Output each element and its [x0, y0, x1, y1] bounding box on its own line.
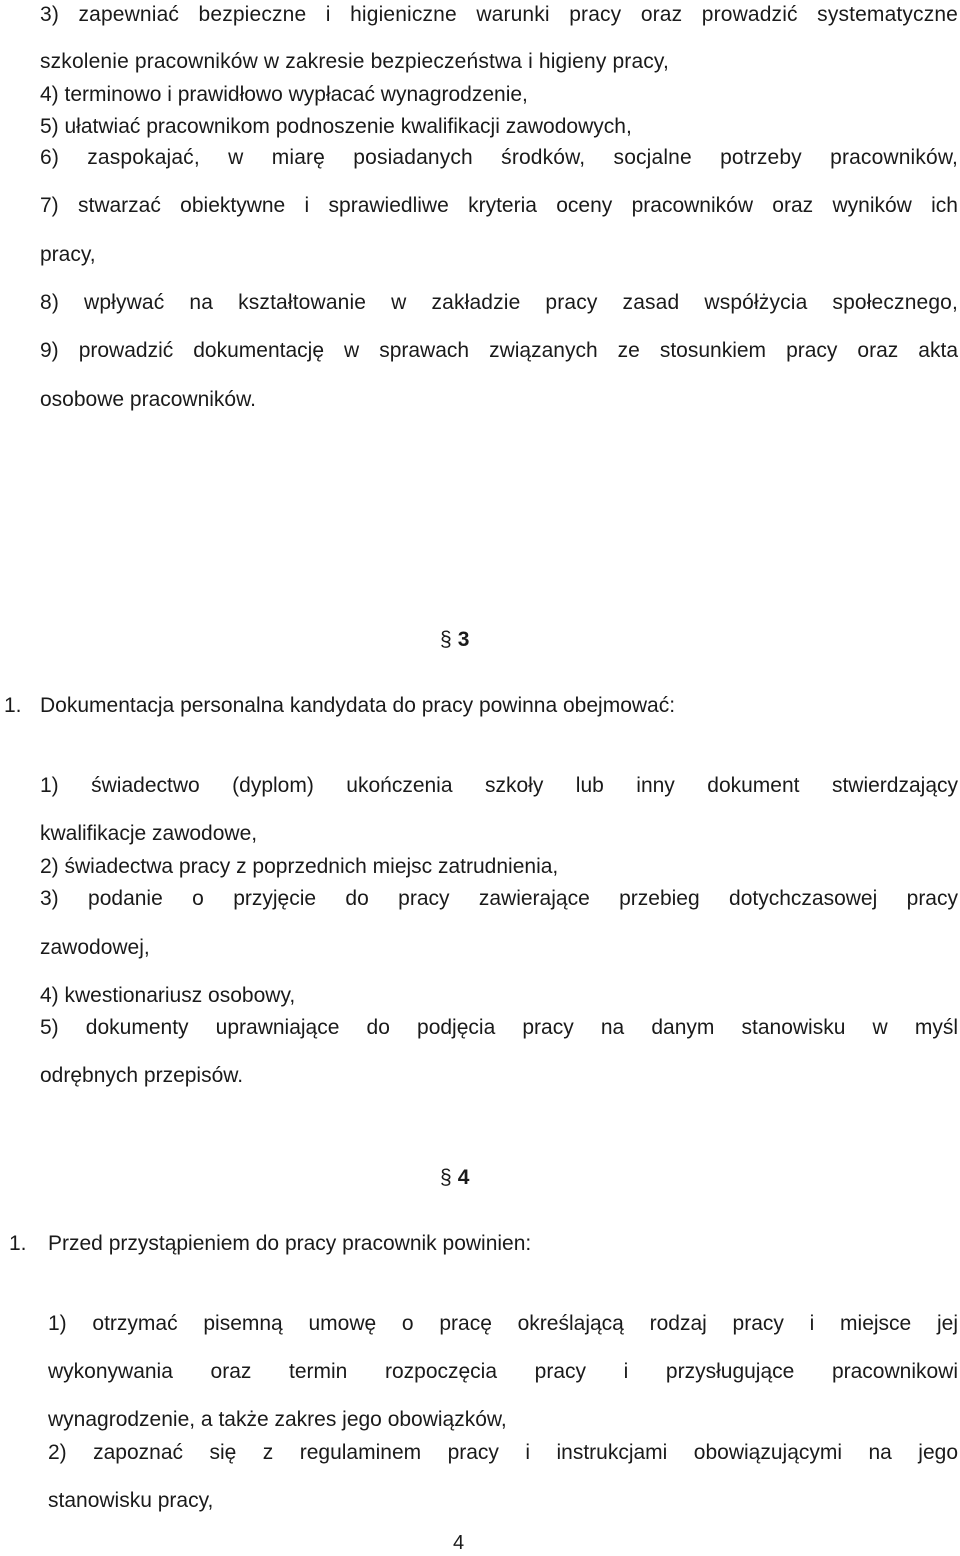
list-item-continuation: zawodowej, [40, 936, 150, 959]
list-item-continuation: pracy, [40, 243, 96, 266]
list-item: 9) prowadzić dokumentację w sprawach związanych ze stosunkiem pracy oraz akta [40, 339, 958, 362]
list-item-continuation: osobowe pracowników. [40, 388, 256, 411]
paragraph-number: 1. [9, 1232, 27, 1255]
list-item: 6) zaspokajać, w miarę posiadanych środków, socjalne potrzeby pracowników, [40, 146, 958, 169]
list-item: 3) podanie o przyjęcie do pracy zawierające przebieg dotychczasowej pracy [40, 887, 958, 910]
list-item: 4) kwestionariusz osobowy, [40, 984, 296, 1007]
list-item: 3) zapewniać bezpieczne i higieniczne warunki pracy oraz prowadzić systematyczne [40, 3, 958, 26]
paragraph-intro: Dokumentacja personalna kandydata do pracy powinna obejmować: [40, 694, 676, 717]
page-number: 4 [453, 1532, 465, 1554]
list-item: 5) ułatwiać pracownikom podnoszenie kwalifikacji zawodowych, [40, 115, 632, 138]
section-heading [440, 625, 469, 655]
list-item: 2) świadectwa pracy z poprzednich miejsc zatrudnienia, [40, 855, 559, 878]
section-number: 3 [457, 628, 470, 651]
list-item: 7) stwarzać obiektywne i sprawiedliwe kryteria oceny pracowników oraz wyników ich [40, 194, 958, 217]
section-heading [440, 1163, 469, 1193]
section-symbol: § [440, 1166, 452, 1189]
list-item-continuation: kwalifikacje zawodowe, [40, 822, 258, 845]
list-item-continuation: szkolenie pracowników w zakresie bezpieczeństwa i higieny pracy, [40, 50, 669, 73]
list-item: 8) wpływać na kształtowanie w zakładzie pracy zasad współżycia społecznego, [40, 291, 958, 314]
list-item-continuation: wykonywania oraz termin rozpoczęcia pracy i przysługujące pracownikowi [48, 1360, 958, 1383]
paragraph-number: 1. [4, 694, 22, 717]
section-symbol: § [440, 628, 452, 651]
list-item: 1) otrzymać pisemną umowę o pracę określającą rodzaj pracy i miejsce jej [48, 1312, 958, 1335]
list-item: 5) dokumenty uprawniające do podjęcia pracy na danym stanowisku w myśl [40, 1016, 958, 1039]
list-item-continuation: stanowisku pracy, [48, 1489, 214, 1512]
list-item: 1) świadectwo (dyplom) ukończenia szkoły lub inny dokument stwierdzający [40, 774, 958, 797]
paragraph-intro: Przed przystąpieniem do pracy pracownik powinien: [48, 1232, 532, 1255]
list-item: 2) zapoznać się z regulaminem pracy i instrukcjami obowiązującymi na jego [48, 1441, 958, 1464]
list-item: 4) terminowo i prawidłowo wypłacać wynagrodzenie, [40, 83, 528, 106]
section-number: 4 [457, 1166, 470, 1189]
list-item-continuation: wynagrodzenie, a także zakres jego obowiązków, [48, 1408, 507, 1431]
list-item-continuation: odrębnych przepisów. [40, 1064, 244, 1087]
